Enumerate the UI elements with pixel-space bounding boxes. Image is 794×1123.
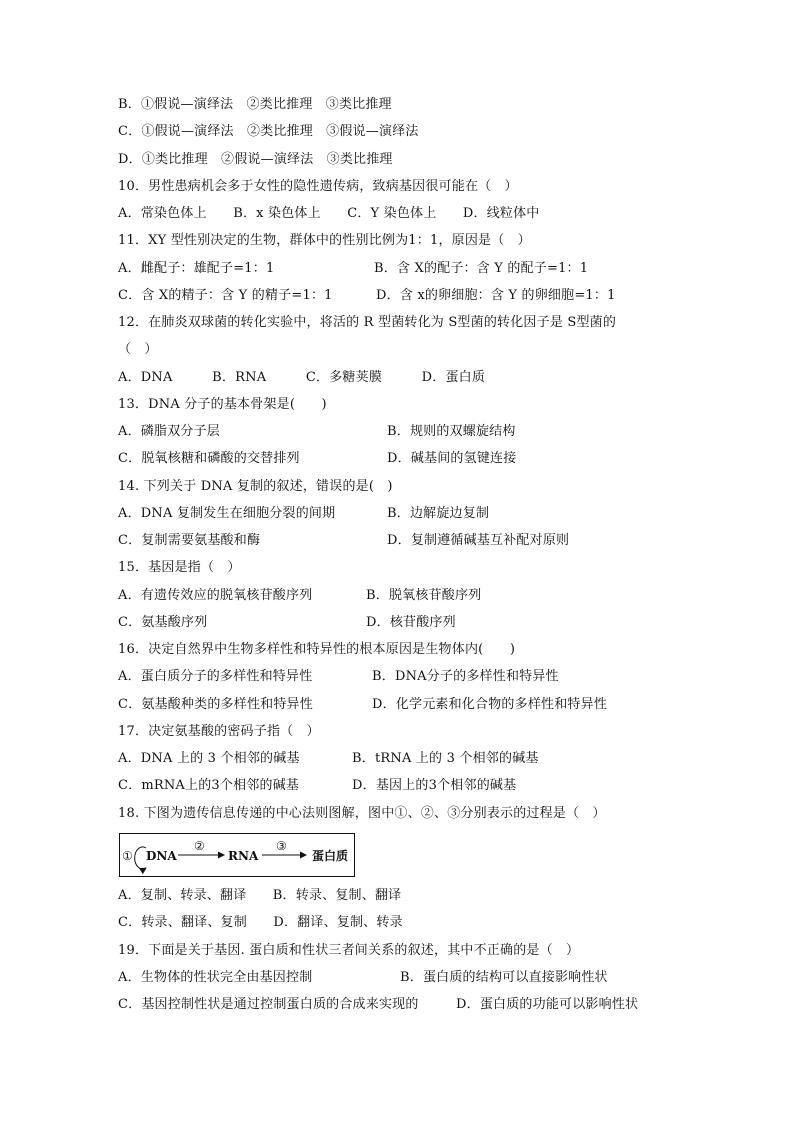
q14-stem: 14. 下列关于 DNA 复制的叙述，错误的是( ) [118,479,393,494]
q11-option-a: A．雌配子：雄配子=1：1 [118,261,275,276]
q11-option-b: B．含 X的配子：含 Y 的配子=1：1 [374,261,589,276]
q18-option-cd: C．转录、翻译、复制 D．翻译、复制、转录 [118,915,403,930]
q10-stem: 10．男性患病机会多于女性的隐性遗传病，致病基因很可能在（ ） [118,179,518,194]
q11-stem: 11．XY 型性别决定的生物，群体中的性别比例为1：1，原因是（ ） [118,233,531,248]
q19-option-b: B．蛋白质的结构可以直接影响性状 [400,970,608,985]
q17-option-b: B．tRNA 上的 3 个相邻的碱基 [352,751,539,766]
q15-option-c: C．氨基酸序列 [118,615,208,630]
q16-stem: 16．决定自然界中生物多样性和特异性的根本原因是生物体内( ) [118,642,516,657]
q19-option-d: D．蛋白质的功能可以影响性状 [456,997,639,1012]
q15-option-a: A．有遗传效应的脱氧核苷酸序列 [118,588,313,603]
q9-option-c: C．①假说—演绎法 ②类比推理 ③假说—演绎法 [118,124,419,139]
q12-stem: 12．在肺炎双球菌的转化实验中，将活的 R 型菌转化为 S型菌的转化因子是 S型菌的 [118,315,617,330]
q15-option-d: D．核苷酸序列 [366,615,456,630]
q16-option-b: B．DNA分子的多样性和特异性 [372,669,559,684]
dna-node: DNA [146,849,177,863]
replication-loop-arrow [135,847,146,869]
q14-option-d: D．复制遵循碱基互补配对原则 [387,533,570,548]
q9-option-b: B．①假说—演绎法 ②类比推理 ③类比推理 [118,97,392,112]
q13-option-a: A．磷脂双分子层 [118,424,220,439]
q11-option-c: C．含 X的精子：含 Y 的精子=1：1 [118,288,333,303]
q18-stem: 18. 下图为遗传信息传递的中心法则图解，图中①、②、③分别表示的过程是（ ） [118,806,606,821]
central-dogma-diagram [119,833,355,877]
q17-option-d: D．基因上的3个相邻的碱基 [352,778,517,793]
q10-options: A．常染色体上 B．x 染色体上 C．Y 染色体上 D．线粒体中 [118,206,540,221]
q17-stem: 17．决定氨基酸的密码子指（ ） [118,724,320,739]
process-3-label: ③ [276,839,287,853]
q19-option-a: A．生物体的性状完全由基因控制 [118,970,313,985]
q17-option-a: A．DNA 上的 3 个相邻的碱基 [118,751,300,766]
q19-option-c: C．基因控制性状是通过控制蛋白质的合成来实现的 [118,997,419,1012]
process-1-label: ① [122,849,133,863]
q12-stem-cont: （ ） [118,342,158,357]
q13-option-d: D．碱基间的氢键连接 [387,451,517,466]
rna-node: RNA [228,849,259,863]
q11-option-d: D．含 x的卵细胞：含 Y 的卵细胞=1：1 [376,288,616,303]
process-2-label: ② [194,839,205,853]
q14-option-a: A．DNA 复制发生在细胞分裂的间期 [118,506,336,521]
q15-option-b: B．脱氧核苷酸序列 [366,588,482,603]
central-dogma-svg [120,834,354,876]
protein-node: 蛋白质 [312,849,349,863]
q16-option-c: C．氨基酸种类的多样性和特异性 [118,697,313,712]
q19-stem: 19．下面是关于基因. 蛋白质和性状三者间关系的叙述，其中不正确的是（ ） [118,943,580,958]
q14-option-c: C．复制需要氨基酸和酶 [118,533,261,548]
q15-stem: 15．基因是指（ ） [118,560,241,575]
q18-option-ab: A．复制、转录、翻译 B．转录、复制、翻译 [118,888,402,903]
q13-option-b: B．规则的双螺旋结构 [387,424,516,439]
q9-option-d: D．①类比推理 ②假说—演绎法 ③类比推理 [118,152,393,167]
q13-stem: 13．DNA 分子的基本骨架是( ) [118,397,327,412]
q16-option-a: A．蛋白质分子的多样性和特异性 [118,669,313,684]
q13-option-c: C．脱氧核糖和磷酸的交替排列 [118,451,300,466]
q14-option-b: B．边解旋边复制 [387,506,490,521]
q12-options: A．DNA B．RNA C．多糖荚膜 D．蛋白质 [118,370,486,385]
q17-option-c: C．mRNA上的3个相邻的碱基 [118,778,300,793]
q16-option-d: D．化学元素和化合物的多样性和特异性 [372,697,608,712]
